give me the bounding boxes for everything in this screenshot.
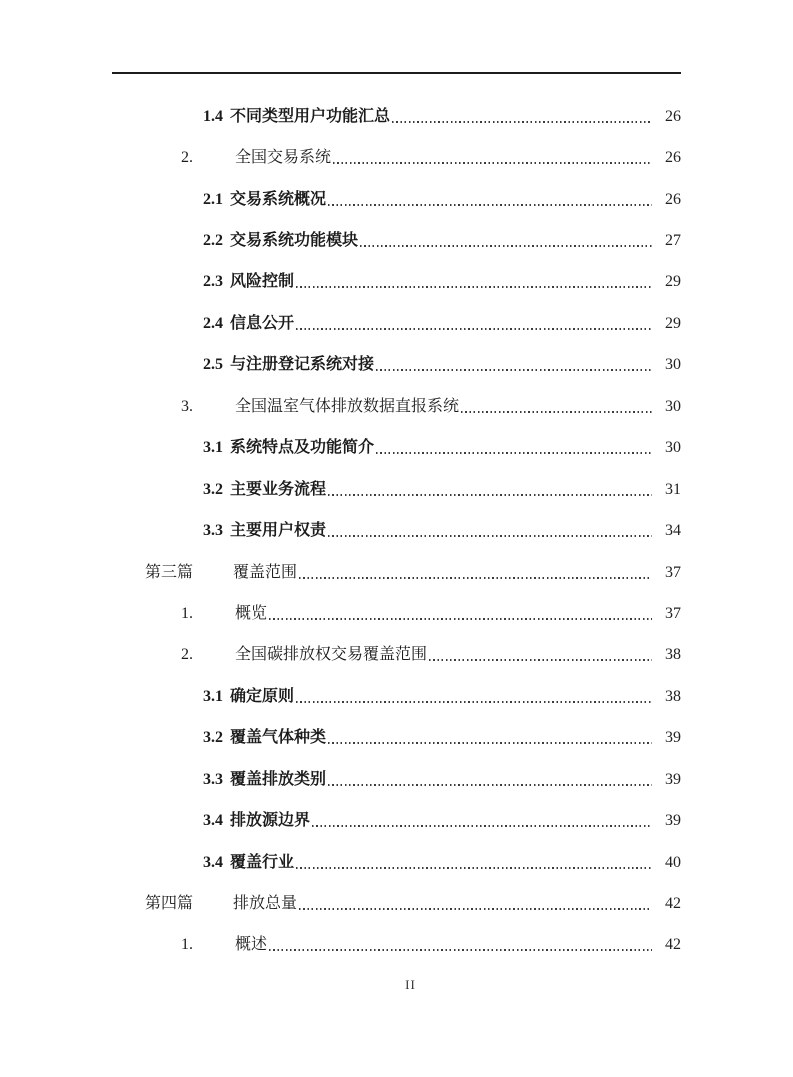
dot-leader (269, 949, 652, 951)
toc-entry-number: 2.1 (203, 190, 223, 208)
toc-entry-page-number: 39 (665, 729, 681, 747)
toc-entry[interactable] (112, 345, 681, 386)
toc-entry[interactable] (112, 593, 681, 634)
toc-entry-page-number: 30 (665, 356, 681, 374)
toc-entry[interactable] (112, 386, 681, 427)
toc-entry[interactable] (112, 96, 681, 137)
dot-leader (299, 908, 652, 910)
toc-entry-title: 全国碳排放权交易覆盖范围 (235, 646, 428, 664)
toc-entry-page-number: 30 (665, 439, 681, 457)
toc-entry-page-number: 40 (665, 853, 681, 871)
toc-entry-page-number: 26 (665, 190, 681, 208)
toc-entry[interactable] (112, 179, 681, 220)
toc-entry-number: 3.1 (203, 439, 223, 457)
toc-entry[interactable] (112, 303, 681, 344)
toc-entry-title: 全国交易系统 (235, 149, 332, 167)
toc-entry-page-number: 30 (665, 397, 681, 415)
toc-entry[interactable] (112, 262, 681, 303)
toc-entry-page-number: 37 (665, 563, 681, 581)
toc-entry[interactable] (112, 552, 681, 593)
toc-entry[interactable] (112, 510, 681, 551)
toc-entry-title: 覆盖排放类别 (230, 770, 327, 788)
dot-leader (328, 742, 652, 744)
dot-leader (328, 494, 652, 496)
toc-entry[interactable] (112, 676, 681, 717)
dot-leader (333, 162, 652, 164)
toc-entry-title: 全国温室气体排放数据直报系统 (235, 397, 460, 415)
dot-leader (376, 369, 652, 371)
toc-entry[interactable] (112, 137, 681, 178)
toc-entry-title: 不同类型用户功能汇总 (230, 107, 391, 125)
toc-entry-number: 第四篇 (145, 895, 194, 913)
dot-leader (328, 784, 652, 786)
page-footer (14, 976, 793, 994)
toc-entry-title: 概述 (235, 936, 268, 954)
toc-entry-title: 交易系统概况 (230, 190, 327, 208)
toc-entry[interactable] (112, 428, 681, 469)
toc-entry-number: 3.4 (203, 812, 223, 830)
toc-entry-page-number: 31 (665, 480, 681, 498)
toc-entry-title: 信息公开 (230, 314, 295, 332)
dot-leader (269, 618, 652, 620)
toc-entry-page-number: 38 (665, 687, 681, 705)
dot-leader (299, 577, 652, 579)
toc-entry[interactable] (112, 220, 681, 261)
toc-entry-number: 第三篇 (145, 563, 194, 581)
toc-entry-title: 覆盖行业 (230, 853, 295, 871)
toc-entry-page-number: 38 (665, 646, 681, 664)
toc-entry-page-number: 29 (665, 314, 681, 332)
toc-entry-page-number: 39 (665, 770, 681, 788)
toc-entry-number: 3.3 (203, 522, 223, 540)
dot-leader (296, 867, 652, 869)
toc-entry-number: 3.2 (203, 729, 223, 747)
toc-entry[interactable] (112, 759, 681, 800)
toc-entry[interactable] (112, 925, 681, 966)
footer-page-number: II (405, 977, 416, 992)
toc-entry-page-number: 42 (665, 895, 681, 913)
toc-entry-number: 2. (181, 646, 193, 664)
dot-leader (328, 204, 652, 206)
toc-entry-page-number: 26 (665, 107, 681, 125)
toc-entry-page-number: 39 (665, 812, 681, 830)
toc-entry-title: 确定原则 (230, 687, 295, 705)
toc-entry-page-number: 27 (665, 232, 681, 250)
dot-leader (328, 535, 652, 537)
toc-entry-page-number: 34 (665, 522, 681, 540)
dot-leader (360, 245, 652, 247)
toc-entry[interactable] (112, 842, 681, 883)
toc-entry-title: 主要用户权责 (230, 522, 327, 540)
toc-entry-number: 3.3 (203, 770, 223, 788)
dot-leader (296, 328, 652, 330)
toc-entry-title: 排放总量 (233, 895, 298, 913)
toc-entry-page-number: 29 (665, 273, 681, 291)
toc-entry-title: 与注册登记系统对接 (230, 356, 375, 374)
dot-leader (376, 452, 652, 454)
dot-leader (296, 701, 652, 703)
toc-entry-number: 2.2 (203, 232, 223, 250)
toc-entry-number: 3. (181, 397, 193, 415)
toc-entry[interactable] (112, 800, 681, 841)
toc-entry-number: 2.3 (203, 273, 223, 291)
toc-entry-title: 风险控制 (230, 273, 295, 291)
toc-entry-number: 3.2 (203, 480, 223, 498)
toc-entry-title: 覆盖气体种类 (230, 729, 327, 747)
toc-entry-title: 主要业务流程 (230, 480, 327, 498)
toc-entry-title: 交易系统功能模块 (230, 232, 359, 250)
toc-entry-title: 系统特点及功能简介 (230, 439, 375, 457)
dot-leader (461, 411, 652, 413)
toc-entry-number: 1. (181, 604, 193, 622)
toc-entry-page-number: 37 (665, 604, 681, 622)
toc-entry-page-number: 42 (665, 936, 681, 954)
toc-entry-number: 1.4 (203, 107, 223, 125)
toc-entry-number: 3.4 (203, 853, 223, 871)
toc-entry-page-number: 26 (665, 149, 681, 167)
toc-entry-number: 3.1 (203, 687, 223, 705)
dot-leader (296, 286, 652, 288)
toc-entry-number: 2.4 (203, 314, 223, 332)
table-of-contents (112, 96, 681, 966)
toc-entry[interactable] (112, 469, 681, 510)
dot-leader (312, 825, 652, 827)
toc-entry[interactable] (112, 635, 681, 676)
dot-leader (429, 659, 652, 661)
toc-entry-number: 1. (181, 936, 193, 954)
toc-entry-title: 排放源边界 (230, 812, 311, 830)
header-rule (112, 72, 681, 74)
toc-entry-number: 2.5 (203, 356, 223, 374)
dot-leader (392, 121, 652, 123)
toc-entry-title: 概览 (235, 604, 268, 622)
toc-entry[interactable] (112, 883, 681, 924)
toc-entry[interactable] (112, 718, 681, 759)
toc-entry-number: 2. (181, 149, 193, 167)
toc-entry-title: 覆盖范围 (233, 563, 298, 581)
